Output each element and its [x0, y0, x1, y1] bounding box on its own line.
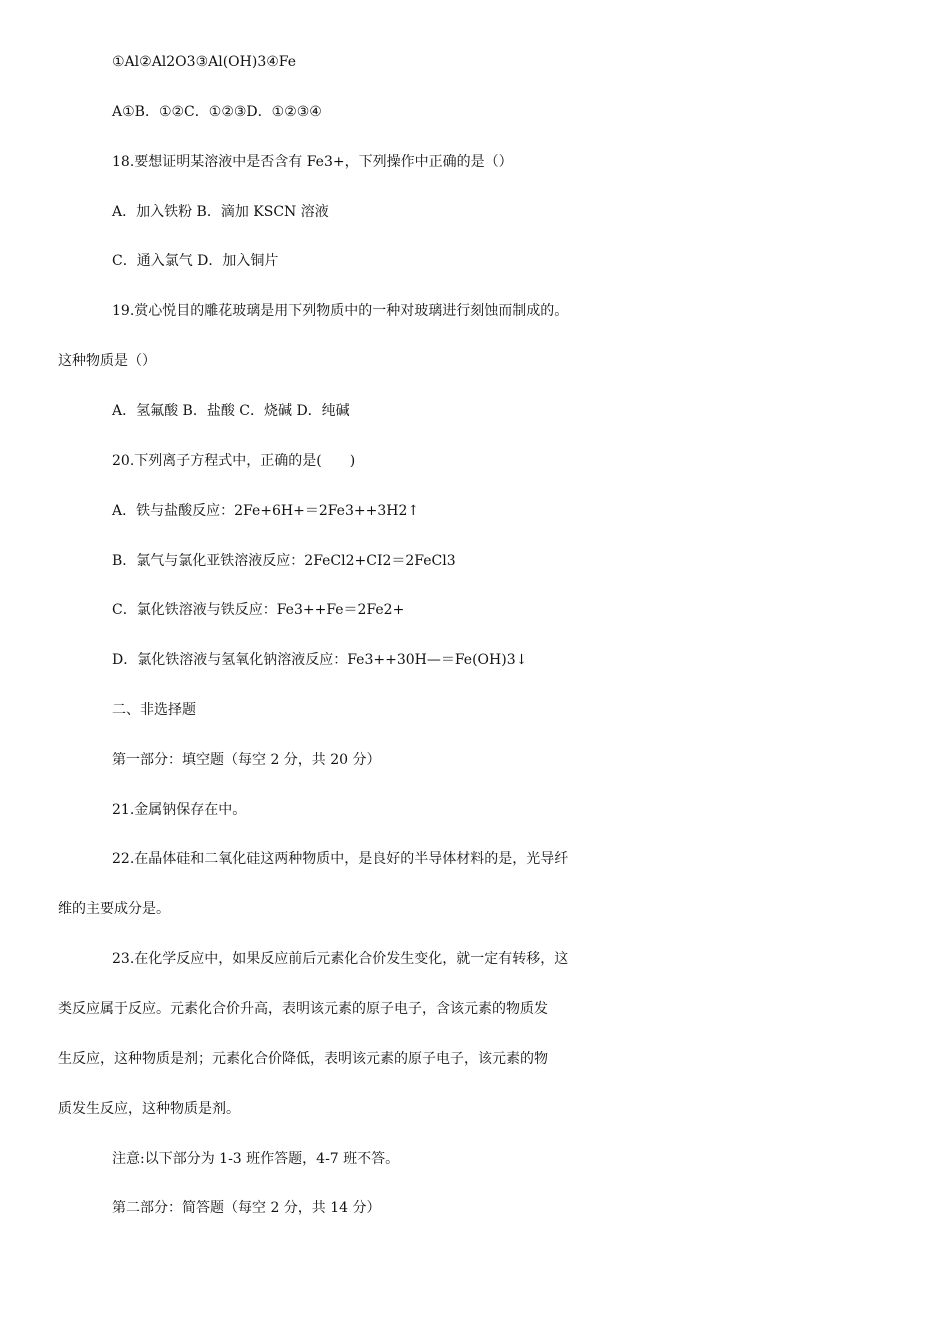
part-two-heading: 第二部分：简答题（每空 2 分，共 14 分） [112, 1200, 381, 1216]
question-21: 21.金属钠保存在中。 [112, 802, 247, 818]
choice-q20-a: A．铁与盐酸反应：2Fe+6H+＝2Fe3++3H2↑ [112, 503, 420, 519]
choice-q20-d: D．氯化铁溶液与氢氧化钠溶液反应：Fe3++30H—＝Fe(OH)3↓ [112, 652, 528, 668]
question-22: 22.在晶体硅和二氧化硅这两种物质中，是良好的半导体材料的是，光导纤 [112, 851, 569, 867]
choice-q20-b: B．氯气与氯化亚铁溶液反应：2FeCl2+CI2＝2FeCl3 [112, 553, 456, 569]
question-19: 19.赏心悦目的雕花玻璃是用下列物质中的一种对玻璃进行刻蚀而制成的。 [112, 303, 569, 319]
section-heading: 二、非选择题 [112, 702, 196, 718]
question-23-cont-1: 类反应属于反应。元素化合价升高，表明该元素的原子电子，含该元素的物质发 [58, 1001, 548, 1017]
choices-q17: A①B．①②C．①②③D．①②③④ [112, 104, 322, 120]
question-23: 23.在化学反应中，如果反应前后元素化合价发生变化，就一定有转移，这 [112, 951, 569, 967]
question-18: 18.要想证明某溶液中是否含有 Fe3+，下列操作中正确的是（） [112, 154, 513, 170]
choices-q18-ab: A．加入铁粉 B．滴加 KSCN 溶液 [112, 204, 329, 220]
question-23-cont-3: 质发生反应，这种物质是剂。 [58, 1101, 240, 1117]
question-22-cont: 维的主要成分是。 [58, 901, 170, 917]
question-23-cont-2: 生反应，这种物质是剂；元素化合价降低，表明该元素的原子电子，该元素的物 [58, 1051, 548, 1067]
choices-q18-cd: C．通入氯气 D．加入铜片 [112, 253, 279, 269]
question-19-cont: 这种物质是（） [58, 353, 156, 369]
notice-line: 注意:以下部分为 1-3 班作答题，4-7 班不答。 [112, 1151, 400, 1167]
part-one-heading: 第一部分：填空题（每空 2 分，共 20 分） [112, 752, 381, 768]
choice-q20-c: C．氯化铁溶液与铁反应：Fe3++Fe＝2Fe2+ [112, 602, 405, 618]
choices-q19: A．氢氟酸 B．盐酸 C．烧碱 D．纯碱 [112, 403, 350, 419]
option-list-q17: ①Al②Al2O3③Al(OH)3④Fe [112, 54, 297, 70]
question-20: 20.下列离子方程式中，正确的是( ) [112, 453, 356, 469]
